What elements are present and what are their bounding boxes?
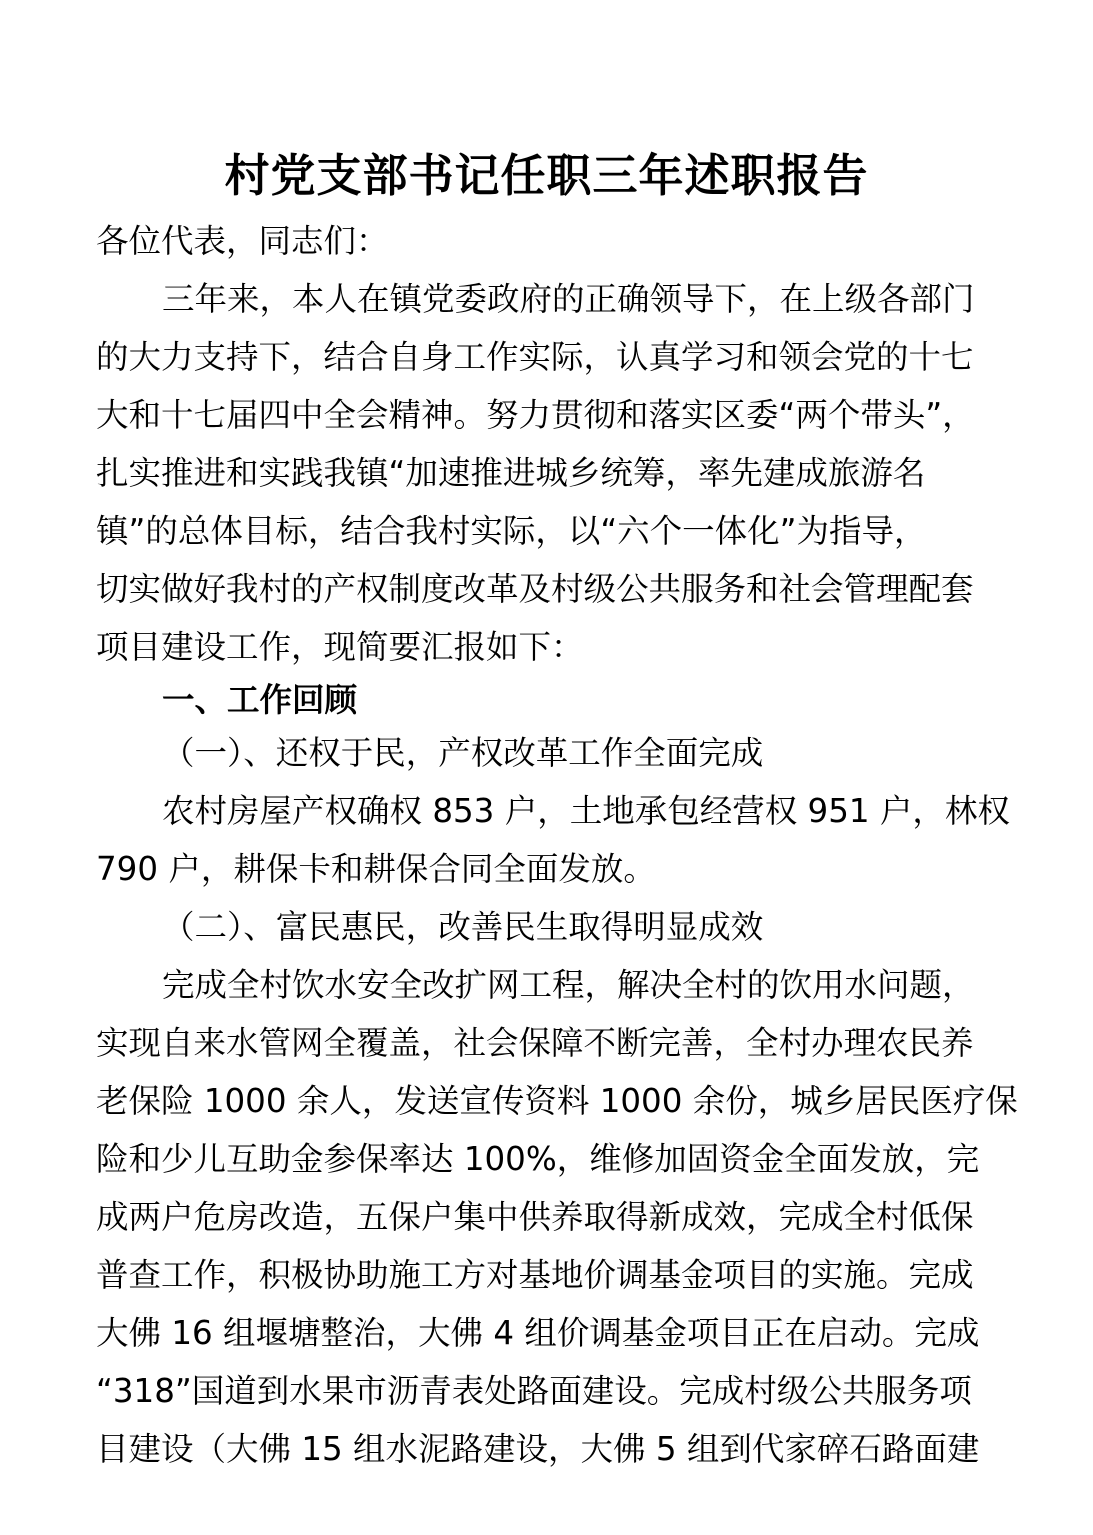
paragraph-line: 大佛 16 组堰塘整治，大佛 4 组价调基金项目正在启动。完成 [96,1314,980,1352]
paragraph-line: 镇”的总体目标，结合我村实际，以“六个一体化”为指导， [96,512,927,550]
paragraph-line: 大和十七届四中全会精神。努力贯彻和落实区委“两个带头”， [96,396,975,434]
paragraph-line: “318”国道到水果市沥青表处路面建设。完成村级公共服务项 [96,1372,972,1410]
paragraph-line: 切实做好我村的产权制度改革及村级公共服务和社会管理配套 [96,570,974,608]
document-title: 村党支部书记任职三年述职报告 [224,149,869,202]
paragraph-line: 完成全村饮水安全改扩网工程，解决全村的饮用水问题， [162,966,975,1004]
section-heading: 一、工作回顾 [162,681,358,719]
subsection-heading: （二）、富民惠民，改善民生取得明显成效 [162,908,764,946]
paragraph-line: 790 户，耕保卡和耕保合同全面发放。 [96,850,656,888]
paragraph-line: 三年来，本人在镇党委政府的正确领导下，在上级各部门 [162,280,975,318]
paragraph-line: 普查工作，积极协助施工方对基地价调基金项目的实施。完成 [96,1256,974,1294]
paragraph-line: 实现自来水管网全覆盖，社会保障不断完善，全村办理农民养 [96,1024,974,1062]
paragraph-line: 险和少儿互助金参保率达 100%，维修加固资金全面发放，完 [96,1140,980,1178]
paragraph-line: 农村房屋产权确权 853 户，土地承包经营权 951 户，林权 [162,792,1010,830]
paragraph-line: 成两户危房改造，五保户集中供养取得新成效，完成全村低保 [96,1198,974,1236]
paragraph-line: 老保险 1000 余人，发送宣传资料 1000 余份，城乡居民医疗保 [96,1082,1018,1120]
subsection-heading: （一）、还权于民，产权改革工作全面完成 [162,734,764,772]
greeting: 各位代表，同志们： [96,222,389,260]
document-body [96,212,1016,1478]
paragraph-line: 扎实推进和实践我镇“加速推进城乡统筹，率先建成旅游名 [96,454,926,492]
paragraph-line: 的大力支持下，结合自身工作实际，认真学习和领会党的十七 [96,338,974,376]
paragraph-line: 目建设（大佛 15 组水泥路建设，大佛 5 组到代家碎石路面建 [96,1430,980,1468]
paragraph-line: 项目建设工作，现简要汇报如下： [96,628,584,666]
